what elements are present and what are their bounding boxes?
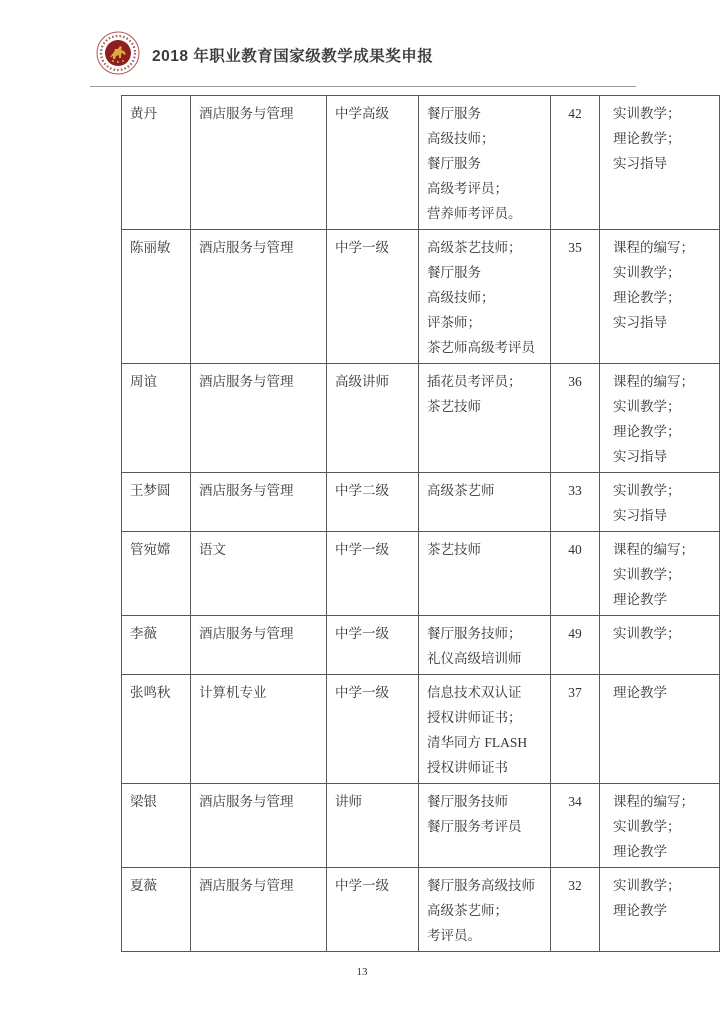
text-line: 49	[568, 626, 582, 641]
text-line: 高级讲师	[335, 374, 389, 389]
skills-cell	[419, 675, 551, 784]
text-line: 茶艺技师	[427, 399, 481, 414]
text-line: 餐厅服务技师；	[427, 626, 522, 641]
text-line: 餐厅服务考评员	[427, 819, 522, 834]
text-line: 周谊	[130, 374, 157, 389]
text-line: 评茶师；	[427, 315, 481, 330]
teaching-cell	[600, 868, 720, 952]
text-line: 课程的编写；	[613, 240, 694, 255]
text-line: 高级茶艺师；	[427, 903, 508, 918]
major-cell	[191, 230, 327, 364]
text-line: 酒店服务与管理	[199, 106, 294, 121]
header-divider	[90, 86, 636, 87]
text-line: 计算机专业	[199, 685, 267, 700]
skills-cell	[419, 868, 551, 952]
name-cell	[122, 96, 191, 230]
text-line: 理论教学；	[613, 131, 681, 146]
text-line: 高级考评员；	[427, 181, 508, 196]
text-line: 高级技师；	[427, 290, 495, 305]
text-line: 礼仪高级培训师	[427, 651, 522, 666]
text-line: 实训教学；	[613, 106, 681, 121]
text-line: 中学二级	[335, 483, 389, 498]
skills-cell	[419, 364, 551, 473]
text-line: 管宛嫦	[130, 542, 171, 557]
text-line: 40	[568, 542, 582, 557]
text-line: 插花员考评员；	[427, 374, 522, 389]
name-cell	[122, 675, 191, 784]
text-line: 37	[568, 685, 582, 700]
text-line: 高级技师；	[427, 131, 495, 146]
text-line: 酒店服务与管理	[199, 794, 294, 809]
table-row	[122, 675, 720, 784]
text-line: 餐厅服务高级技师	[427, 878, 535, 893]
text-line: 考评员。	[427, 928, 481, 943]
page-title: 2018 年职业教育国家级教学成果奖申报	[152, 48, 434, 65]
table-row	[122, 616, 720, 675]
age-cell	[551, 364, 600, 473]
text-line: 梁银	[130, 794, 157, 809]
teaching-cell	[600, 473, 720, 532]
text-line: 张鸣秋	[130, 685, 171, 700]
text-line: 夏薇	[130, 878, 157, 893]
teaching-cell	[600, 230, 720, 364]
text-line: 酒店服务与管理	[199, 240, 294, 255]
school-seal-icon-svg	[96, 31, 140, 75]
text-line: 实习指导	[613, 449, 667, 464]
text-line: 实训教学；	[613, 265, 681, 280]
text-line: 清华同方 FLASH	[427, 735, 528, 750]
age-cell	[551, 473, 600, 532]
text-line: 33	[568, 483, 582, 498]
page-number: 13	[356, 966, 368, 978]
text-line: 李薇	[130, 626, 157, 641]
text-line: 茶艺技师	[427, 542, 481, 557]
title-cell	[327, 616, 419, 675]
text-line: 35	[568, 240, 582, 255]
major-cell	[191, 868, 327, 952]
text-line: 授权讲师证书	[427, 760, 508, 775]
teaching-cell	[600, 675, 720, 784]
text-line: 高级茶艺技师；	[427, 240, 522, 255]
text-line: 酒店服务与管理	[199, 483, 294, 498]
text-line: 信息技术双认证	[427, 685, 522, 700]
title-cell	[327, 868, 419, 952]
text-line: 36	[568, 374, 582, 389]
major-cell	[191, 96, 327, 230]
text-line: 实训教学；	[613, 399, 681, 414]
title-cell	[327, 532, 419, 616]
text-line: 32	[568, 878, 582, 893]
age-cell	[551, 96, 600, 230]
teacher-table	[121, 95, 720, 952]
text-line: 中学一级	[335, 240, 389, 255]
skills-cell	[419, 784, 551, 868]
table-row	[122, 532, 720, 616]
text-line: 酒店服务与管理	[199, 626, 294, 641]
age-cell	[551, 784, 600, 868]
text-line: 餐厅服务	[427, 265, 481, 280]
name-cell	[122, 616, 191, 675]
text-line: 茶艺师高级考评员	[427, 340, 535, 355]
text-line: 餐厅服务	[427, 156, 481, 171]
name-cell	[122, 868, 191, 952]
text-line: 课程的编写；	[613, 542, 694, 557]
text-line: 实习指导	[613, 156, 667, 171]
major-cell	[191, 473, 327, 532]
text-line: 实训教学；	[613, 878, 681, 893]
text-line: 理论教学；	[613, 424, 681, 439]
text-line: 实习指导	[613, 508, 667, 523]
teaching-cell	[600, 616, 720, 675]
text-line: 语文	[199, 542, 226, 557]
text-line: 中学一级	[335, 878, 389, 893]
text-line: 理论教学	[613, 592, 667, 607]
text-line: 王梦圆	[130, 483, 171, 498]
skills-cell	[419, 230, 551, 364]
skills-cell	[419, 532, 551, 616]
age-cell	[551, 868, 600, 952]
text-line: 餐厅服务	[427, 106, 481, 121]
table-row	[122, 868, 720, 952]
teaching-cell	[600, 784, 720, 868]
text-line: 42	[568, 106, 582, 121]
text-line: 授权讲师证书；	[427, 710, 522, 725]
skills-cell	[419, 473, 551, 532]
text-line: 实训教学；	[613, 819, 681, 834]
text-line: 理论教学	[613, 685, 667, 700]
table-row	[122, 784, 720, 868]
text-line: 中学一级	[335, 626, 389, 641]
text-line: 营养师考评员。	[427, 206, 522, 221]
title-cell	[327, 473, 419, 532]
text-line: 课程的编写；	[613, 794, 694, 809]
text-line: 实训教学；	[613, 483, 681, 498]
text-line: 34	[568, 794, 582, 809]
text-line: 理论教学；	[613, 290, 681, 305]
table-row	[122, 230, 720, 364]
school-seal-icon	[96, 31, 140, 75]
text-line: 酒店服务与管理	[199, 878, 294, 893]
skills-cell	[419, 96, 551, 230]
text-line: 黄丹	[130, 106, 157, 121]
text-line: 课程的编写；	[613, 374, 694, 389]
age-cell	[551, 675, 600, 784]
text-line: 中学一级	[335, 542, 389, 557]
title-cell	[327, 364, 419, 473]
text-line: 中学高级	[335, 106, 389, 121]
age-cell	[551, 532, 600, 616]
teaching-cell	[600, 96, 720, 230]
text-line: 餐厅服务技师	[427, 794, 508, 809]
text-line: 理论教学	[613, 844, 667, 859]
name-cell	[122, 364, 191, 473]
skills-cell	[419, 616, 551, 675]
age-cell	[551, 230, 600, 364]
text-line: 理论教学	[613, 903, 667, 918]
teaching-cell	[600, 364, 720, 473]
major-cell	[191, 364, 327, 473]
text-line: 实训教学；	[613, 567, 681, 582]
text-line: 中学一级	[335, 685, 389, 700]
major-cell	[191, 616, 327, 675]
name-cell	[122, 230, 191, 364]
title-cell	[327, 96, 419, 230]
table-row	[122, 364, 720, 473]
major-cell	[191, 784, 327, 868]
table-row	[122, 96, 720, 230]
name-cell	[122, 473, 191, 532]
text-line: 高级茶艺师	[427, 483, 495, 498]
text-line: 实训教学；	[613, 626, 681, 641]
teaching-cell	[600, 532, 720, 616]
major-cell	[191, 675, 327, 784]
name-cell	[122, 532, 191, 616]
text-line: 酒店服务与管理	[199, 374, 294, 389]
text-line: 实习指导	[613, 315, 667, 330]
age-cell	[551, 616, 600, 675]
title-cell	[327, 675, 419, 784]
text-line: 讲师	[335, 794, 362, 809]
text-line: 陈丽敏	[130, 240, 171, 255]
table-row	[122, 473, 720, 532]
name-cell	[122, 784, 191, 868]
title-cell	[327, 230, 419, 364]
major-cell	[191, 532, 327, 616]
title-cell	[327, 784, 419, 868]
